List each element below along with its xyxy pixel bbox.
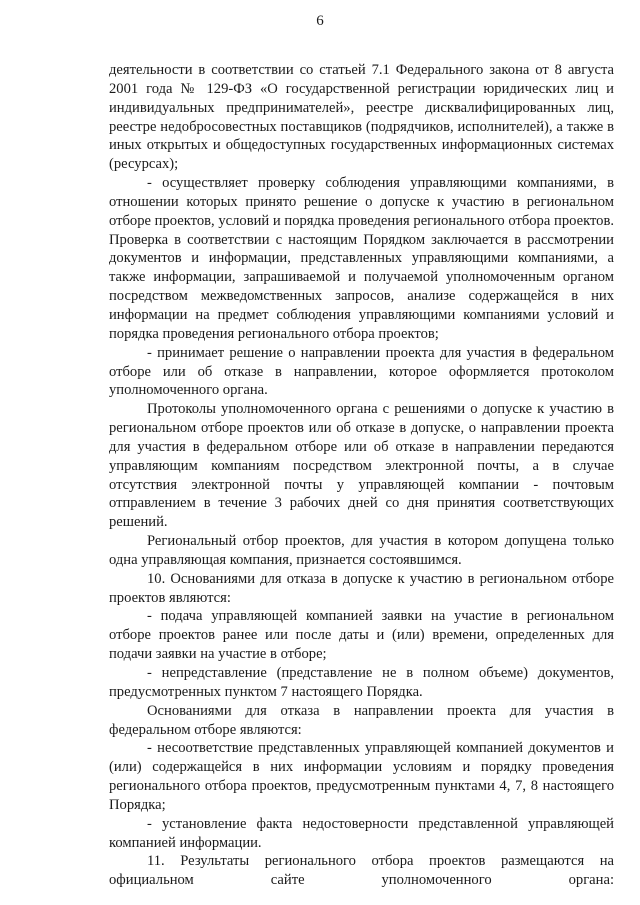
paragraph-nonconformity: - несоответствие представленных управляющей компанией документов и (или) содержащейся в них информации условиям и порядку проведения регионального отбора проектов, предусмотренным пунктами 4, 7, 8 настоящего Порядка; xyxy=(109,740,614,813)
paragraph-false-information: - установление факта недостоверности представленной управляющей компанией информации. xyxy=(109,815,614,851)
paragraph-refusal-grounds: Основаниями для отказа в направлении проекта для участия в федеральном отборе являются: xyxy=(109,702,614,738)
paragraph-section-11: 11. Результаты регионального отбора проектов размещаются на официальном сайте уполномоченного органа: xyxy=(109,853,614,889)
paragraph-check-compliance: - осуществляет проверку соблюдения управляющими компаниями, в отношении которых принято решение о допуске к участию в региональном отборе проектов, условий и порядка проведения регионального отбора проектов. Проверка в соответствии с настоящим Порядком заключается в рассмотрении документов и информации, представленных управляющими компаниями, а также информации, запрашиваемой и получаемой уполномоченным органом посредством межведомственных запросов, анализе содержащейся в них информации на предмет соблюдения управляющими компаниями условий и порядка проведения регионального отбора проектов; xyxy=(109,175,614,342)
paragraph-section-10: 10. Основаниями для отказа в допуске к участию в региональном отборе проектов являются: xyxy=(109,570,614,606)
document-body xyxy=(109,61,614,890)
paragraph-continuation: деятельности в соответствии со статьей 7.1 Федерального закона от 8 августа 2001 года № 129-ФЗ «О государственной регистрации юридических лиц и индивидуальных предпринимателей», реестре дисквалифицированных лиц, реестре недобросовестных поставщиков (подрядчиков, исполнителей), а также в иных открытых и общедоступных государственных информационных системах (ресурсах); xyxy=(109,62,614,173)
paragraph-protocols: Протоколы уполномоченного органа с решениями о допуске к участию в региональном отборе проектов или об отказе в допуске, о направлении проекта для участия в федеральном отборе или об отказе в направлении передаются управляющим компаниям посредством электронной почты, а в случае отсутствия электронной почты у управляющей компании - почтовым отправлением в течение 3 рабочих дней со дня принятия соответствующих решений. xyxy=(109,401,614,531)
paragraph-single-participant: Региональный отбор проектов, для участия в котором допущена только одна управляющая компания, признается состоявшимся. xyxy=(109,533,614,568)
paragraph-missing-documents: - непредставление (представление не в полном объеме) документов, предусмотренных пунктом 7 настоящего Порядка. xyxy=(109,665,614,700)
paragraph-late-submission: - подача управляющей компанией заявки на участие в региональном отборе проектов ранее или после даты и (или) времени, определенных для подачи заявки на участие в отборе; xyxy=(109,608,614,663)
page-number: 6 xyxy=(316,13,324,29)
paragraph-decision: - принимает решение о направлении проекта для участия в федеральном отборе или об отказе в направлении, которое оформляется протоколом уполномоченного органа. xyxy=(109,344,614,399)
